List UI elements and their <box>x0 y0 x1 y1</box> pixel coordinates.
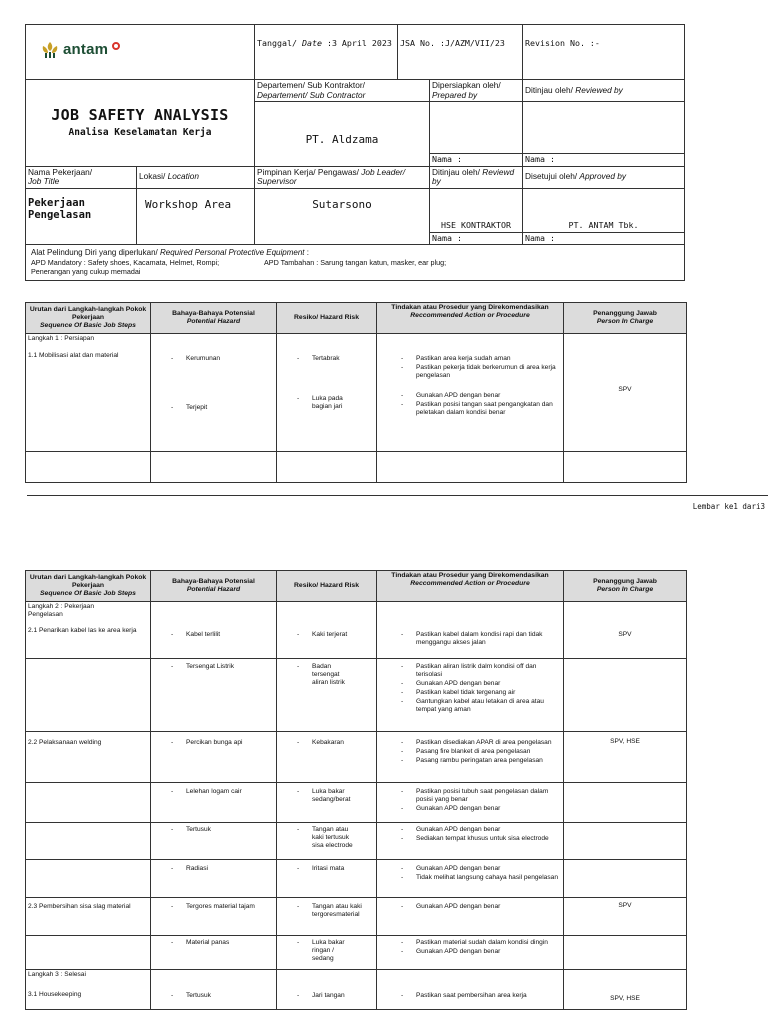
col-hazard-header: Bahaya-Bahaya Potensial Potential Hazard <box>151 571 277 602</box>
hazard-cell: - Tergores material tajam <box>151 898 277 936</box>
ppe-extra: APD Tambahan : Sarung tangan katun, masker, ear plug; <box>264 258 447 268</box>
action-cell: - Gunakan APD dengan benar - Tidak melihat langsung cahaya hasil pengelasan <box>377 860 564 898</box>
action-cell: - Pastikan aliran listrik dalm kondisi off dan terisolasi - Gunakan APD dengan benar - Pastikan kabel tidak tergenang air - Gantungkan kabel atau letakan di area atau tempat yang aman <box>377 659 564 732</box>
person-cell: SPV <box>564 602 687 659</box>
col-risk-header: Resiko/ Hazard Risk <box>277 571 377 602</box>
steps-table-page-2 <box>25 570 687 1010</box>
person-cell <box>564 783 687 823</box>
jsa-title-cell <box>26 80 255 167</box>
location-label: Lokasi/ Location <box>137 166 255 188</box>
jsa-header-table <box>25 24 685 281</box>
person-cell: SPV, HSE <box>564 970 687 1010</box>
empty-cell <box>377 452 564 483</box>
col-steps-header: Urutan dari Langkah-langkah Pokok Pekerjaan Sequence Of Basic Job Steps <box>26 571 151 602</box>
action-cell: - Gunakan APD dengan benar - Sediakan tempat khusus untuk sisa electrode <box>377 823 564 860</box>
hazard-cell: - Tertusuk <box>151 970 277 1010</box>
reviewed-by-sign <box>523 102 685 154</box>
hazard-cell: - Kerumunan - Terjepit <box>151 334 277 452</box>
person-cell <box>564 659 687 732</box>
risk-cell: - Tangan atau kaki tertusuk sisa electrode <box>277 823 377 860</box>
hse-contractor: HSE KONTRAKTOR <box>430 188 523 232</box>
table-row-step2-3b <box>26 936 151 970</box>
jsa-title: JOB SAFETY ANALYSIS <box>51 106 229 124</box>
hazard-cell: - Tersengat Listrik <box>151 659 277 732</box>
hazard-cell: - Tertusuk <box>151 823 277 860</box>
action-cell: - Pastikan material sudah dalam kondisi dingin - Gunakan APD dengan benar <box>377 936 564 970</box>
antam-logo-dot-icon <box>112 42 120 50</box>
table-row-step2-1b <box>26 659 151 732</box>
reviewed2-label: Ditinjau oleh/ Reviewd by <box>430 166 523 188</box>
reviewed-by-label: Ditinjau oleh/ Reviewed by <box>523 80 685 102</box>
ppe-requirements: Alat Pelindung Diri yang diperlukan/ Required Personal Protective Equipment : APD Mandatory : Safety shoes, Kacamata, Helmet, Rompi; APD Tambahan : Sarung tangan katun, masker, ear plug; Penerangan yang cukup memadai <box>26 245 685 281</box>
table-row-step2-1: Langkah 2 : Pekerjaan Pengelasan 2.1 Penarikan kabel las ke area kerja <box>26 602 151 659</box>
action-cell: - Pastikan area kerja sudah aman - Pastikan pekerja tidak berkerumun di area kerja pengelasan - Gunakan APD dengan benar - Pastikan posisi tangan saat pengangkatan dan peletakan dalam kondisi benar <box>377 334 564 452</box>
person-cell <box>564 823 687 860</box>
page-divider <box>27 495 768 496</box>
job-title-label: Nama Pekerjaan/ Job Title <box>26 166 137 188</box>
risk-cell: - Tertabrak - Luka pada bagian jari <box>277 334 377 452</box>
job-title-value: Pekerjaan Pengelasan <box>26 188 137 245</box>
person-cell: SPV, HSE <box>564 732 687 783</box>
empty-cell <box>151 452 277 483</box>
antam-logo-mark-icon <box>40 40 60 60</box>
col-person-header: Penanggung Jawab Person In Charge <box>564 303 687 334</box>
risk-cell: - Badan tersengat aliran listrik <box>277 659 377 732</box>
hazard-cell: - Kabel terlilit <box>151 602 277 659</box>
date-cell: Tanggal/ Date :3 April 2023 <box>255 25 398 80</box>
action-cell: - Gunakan APD dengan benar <box>377 898 564 936</box>
col-hazard-header: Bahaya-Bahaya Potensial Potential Hazard <box>151 303 277 334</box>
hazard-cell: - Radiasi <box>151 860 277 898</box>
risk-cell: - Jari tangan <box>277 970 377 1010</box>
table-row-step2-3: 2.3 Pembersihan sisa slag material <box>26 898 151 936</box>
antam-approver: PT. ANTAM Tbk. <box>523 188 685 232</box>
job-leader-label: Pimpinan Kerja/ Pengawas/ Job Leader/ Supervisor <box>255 166 430 188</box>
empty-cell <box>26 452 151 483</box>
table-row-step2-2c <box>26 823 151 860</box>
col-action-header: Tindakan atau Prosedur yang Direkomendasikan Reccommended Action or Procedure <box>377 571 564 602</box>
table-row-step2-2d <box>26 860 151 898</box>
table-row-step3: Langkah 3 : Selesai 3.1 Housekeeping <box>26 970 151 1010</box>
ppe-mandatory: APD Mandatory : Safety shoes, Kacamata, Helmet, Rompi; <box>31 258 220 268</box>
person-cell <box>564 936 687 970</box>
table-row-step2-2: 2.2 Pelaksanaan welding <box>26 732 151 783</box>
person-cell <box>564 860 687 898</box>
prepared-by-name: Nama : <box>430 154 523 167</box>
company-name: PT. Aldzama <box>255 102 430 167</box>
action-cell: - Pastikan saat pembersihan area kerja <box>377 970 564 1010</box>
hazard-cell: - Percikan bunga api <box>151 732 277 783</box>
risk-cell: - Tangan atau kaki tergoresmaterial <box>277 898 377 936</box>
empty-cell <box>277 452 377 483</box>
prepared-by-label: Dipersiapkan oleh/ Prepared by <box>430 80 523 102</box>
approved-by-label: Disetujui oleh/ Approved by <box>523 166 685 188</box>
antam-logo-text: antam <box>63 41 109 59</box>
action-cell: - Pastikan kabel dalam kondisi rapi dan tidak menggangu akses jalan <box>377 602 564 659</box>
page-number: Lembar ke1 dari3 <box>692 502 765 511</box>
department-label: Departemen/ Sub Kontraktor/ Departement/ Sub Contractor <box>255 80 430 102</box>
revision-number: Revision No. :- <box>523 25 685 80</box>
ppe-lighting: Penerangan yang cukup memadai <box>31 266 141 276</box>
person-cell: SPV <box>564 898 687 936</box>
risk-cell: - Kaki terjerat <box>277 602 377 659</box>
jsa-subtitle: Analisa Keselamatan Kerja <box>68 127 212 139</box>
risk-cell: - Kebakaran <box>277 732 377 783</box>
person-cell: SPV <box>564 334 687 452</box>
table-row-step1: Langkah 1 : Persiapan 1.1 Mobilisasi alat dan material <box>26 334 151 452</box>
logo-cell <box>26 25 255 80</box>
antam-logo <box>40 40 252 60</box>
jsa-number: JSA No. :J/AZM/VII/23 <box>398 25 523 80</box>
risk-cell: - Luka bakar ringan / sedang <box>277 936 377 970</box>
table-row-step2-2b <box>26 783 151 823</box>
col-steps-header: Urutan dari Langkah-langkah Pokok Pekerjaan Sequence Of Basic Job Steps <box>26 303 151 334</box>
risk-cell: - Luka bakar sedang/berat <box>277 783 377 823</box>
action-cell: - Pastikan posisi tubuh saat pengelasan dalam posisi yang benar - Gunakan APD dengan benar <box>377 783 564 823</box>
col-risk-header: Resiko/ Hazard Risk <box>277 303 377 334</box>
hazard-cell: - Material panas <box>151 936 277 970</box>
prepared-by-sign <box>430 102 523 154</box>
empty-cell <box>564 452 687 483</box>
action-cell: - Pastikan disediakan APAR di area pengelasan - Pasang fire blanket di area pengelasan - Pasang rambu peringatan area pengelasan <box>377 732 564 783</box>
hazard-cell: - Lelehan logam cair <box>151 783 277 823</box>
antam-approver-name: Nama : <box>523 232 685 245</box>
steps-table-page-1 <box>25 302 687 483</box>
col-person-header: Penanggung Jawab Person In Charge <box>564 571 687 602</box>
job-leader-value: Sutarsono <box>255 188 430 245</box>
reviewed-by-name: Nama : <box>523 154 685 167</box>
col-action-header: Tindakan atau Prosedur yang Direkomendasikan Reccommended Action or Procedure <box>377 303 564 334</box>
location-value: Workshop Area <box>137 188 255 245</box>
hse-contractor-name: Nama : <box>430 232 523 245</box>
risk-cell: - Iritasi mata <box>277 860 377 898</box>
